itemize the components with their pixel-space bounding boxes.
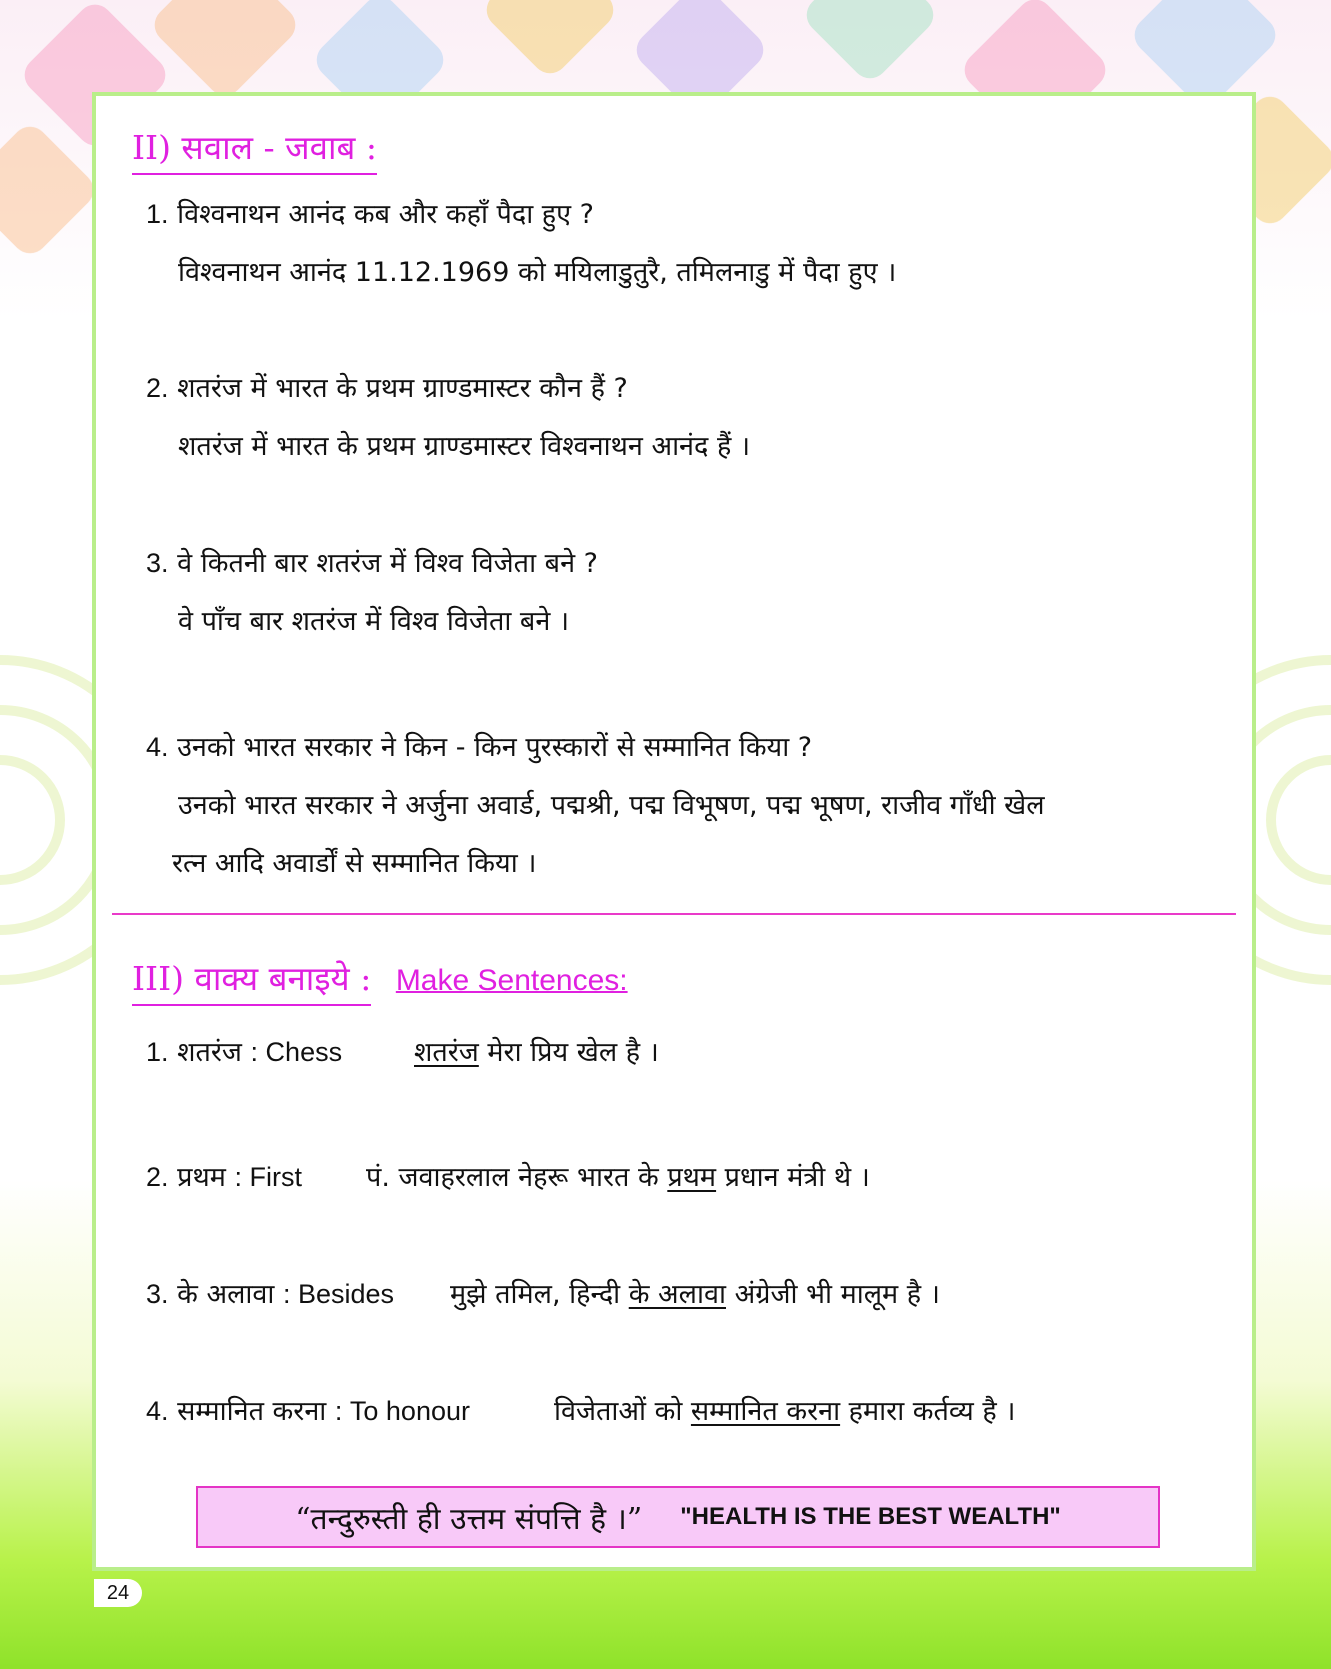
question-2: 2. शतरंज में भारत के प्रथम ग्राण्डमास्टर कौन हैं ? bbox=[146, 373, 628, 404]
section-divider bbox=[112, 913, 1236, 915]
answer-3: वे पाँच बार शतरंज में विश्व विजेता बने । bbox=[178, 606, 570, 637]
question-3: 3. वे कितनी बार शतरंज में विश्व विजेता बने ? bbox=[146, 548, 598, 579]
question-4: 4. उनको भारत सरकार ने किन - किन पुरस्कारों से सम्मानित किया ? bbox=[146, 732, 813, 763]
make-sentence-1: शतरंज मेरा प्रिय खेल है । bbox=[414, 1037, 659, 1068]
section-3-heading: III) वाक्य बनाइये : Make Sentences: bbox=[132, 955, 628, 1006]
section-3-heading-english: Make Sentences: bbox=[395, 964, 628, 997]
section-2-heading: II) सवाल - जवाब : bbox=[132, 124, 377, 175]
make-sentence-2: पं. जवाहरलाल नेहरू भारत के प्रथम प्रधान मंत्री थे । bbox=[366, 1162, 870, 1193]
keyword-underlined: के अलावा bbox=[628, 1279, 726, 1310]
make-sentence-3-word: 3. के अलावा : Besides bbox=[146, 1279, 395, 1310]
make-sentence-1-word: 1. शतरंज : Chess bbox=[146, 1037, 343, 1068]
quote-hindi: “तन्दुरुस्ती ही उत्तम संपत्ति है ।” bbox=[295, 1501, 643, 1537]
answer-4-line-2: रत्न आदि अवार्डों से सम्मानित किया । bbox=[172, 848, 537, 879]
content-card bbox=[92, 92, 1256, 1571]
make-sentence-3: मुझे तमिल, हिन्दी के अलावा अंग्रेजी भी मालूम है । bbox=[450, 1279, 940, 1310]
make-sentence-4: विजेताओं को सम्मानित करना हमारा कर्तव्य है । bbox=[554, 1396, 1016, 1427]
make-sentence-2-word: 2. प्रथम : First bbox=[146, 1162, 302, 1193]
quote-box bbox=[196, 1486, 1160, 1548]
keyword-underlined: शतरंज bbox=[414, 1037, 479, 1068]
make-sentence-4-word: 4. सम्मानित करना : To honour bbox=[146, 1396, 470, 1427]
keyword-underlined: सम्मानित करना bbox=[690, 1396, 841, 1427]
answer-2: शतरंज में भारत के प्रथम ग्राण्डमास्टर विश्वनाथन आनंद हैं । bbox=[178, 431, 751, 462]
keyword-underlined: प्रथम bbox=[667, 1162, 717, 1193]
question-1: 1. विश्वनाथन आनंद कब और कहाँ पैदा हुए ? bbox=[146, 199, 594, 230]
quote-english: "HEALTH IS THE BEST WEALTH" bbox=[680, 1503, 1061, 1530]
page-number: 24 bbox=[94, 1579, 142, 1607]
answer-4-line-1: उनको भारत सरकार ने अर्जुना अवार्ड, पद्मश्री, पद्म विभूषण, पद्म भूषण, राजीव गाँधी खेल bbox=[178, 790, 1045, 821]
answer-1: विश्वनाथन आनंद 11.12.1969 को मयिलाडुतुरै, तमिलनाडु में पैदा हुए । bbox=[178, 257, 897, 288]
